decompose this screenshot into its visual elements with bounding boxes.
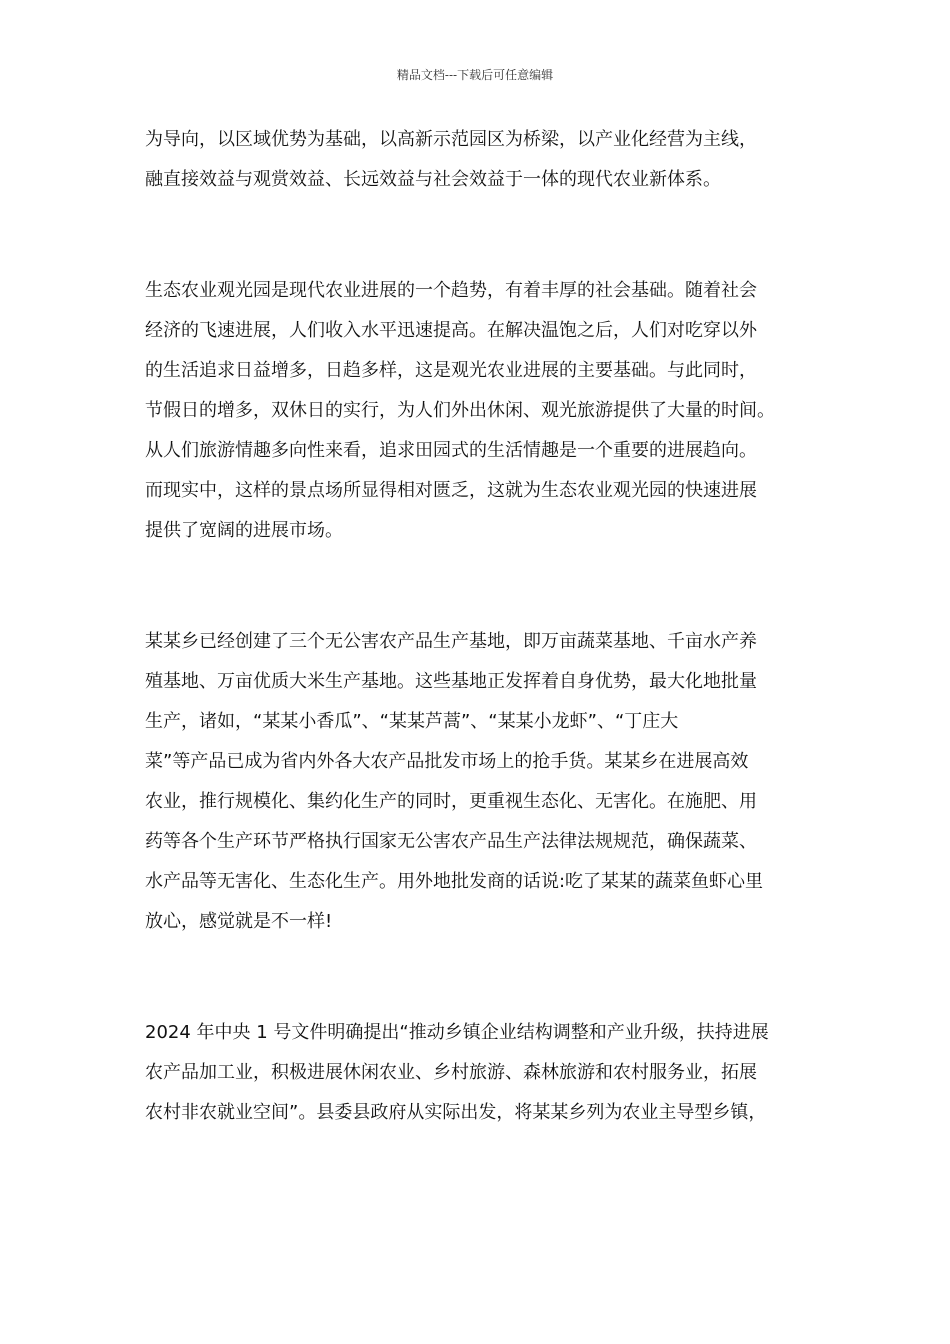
text-line: 殖基地、万亩优质大米生产基地。这些基地正发挥着自身优势，最大化地批量 [145, 671, 757, 692]
text-line: 生态农业观光园是现代农业进展的一个趋势，有着丰厚的社会基础。随着社会 [145, 280, 757, 301]
text-line: 提供了宽阔的进展市场。 [145, 520, 343, 541]
text-line: 农产品加工业，积极进展休闲农业、乡村旅游、森林旅游和农村服务业，拓展 [145, 1062, 757, 1083]
paragraph-3 [145, 626, 815, 937]
text-line: 为导向，以区域优势为基础，以高新示范园区为桥梁，以产业化经营为主线， [145, 129, 757, 150]
text-line: 从人们旅游情趣多向性来看，追求田园式的生活情趣是一个重要的进展趋向。 [145, 440, 757, 461]
paragraph-2 [145, 275, 815, 546]
text-line: 节假日的增多，双休日的实行，为人们外出休闲、观光旅游提供了大量的时间。 [145, 400, 775, 421]
document-body [145, 124, 815, 1137]
text-line: 放心，感觉就是不一样! [145, 911, 333, 932]
page-header: 精品文档---下载后可任意编辑 [396, 68, 554, 82]
text-line: 菜”等产品已成为省内外各大农产品批发市场上的抢手货。某某乡在进展高效 [145, 751, 749, 772]
text-line: 生产，诸如，“某某小香瓜”、“某某芦蒿”、“某某小龙虾”、“丁庄大 [145, 711, 679, 732]
text-line: 的生活追求日益增多，日趋多样，这是观光农业进展的主要基础。与此同时， [145, 360, 757, 381]
text-line: 水产品等无害化、生态化生产。用外地批发商的话说:吃了某某的蔬菜鱼虾心里 [145, 871, 764, 892]
text-line: 某某乡已经创建了三个无公害农产品生产基地，即万亩蔬菜基地、千亩水产养 [145, 631, 757, 652]
text-line: 农村非农就业空间”。县委县政府从实际出发，将某某乡列为农业主导型乡镇， [145, 1102, 767, 1123]
text-line: 经济的飞速进展，人们收入水平迅速提高。在解决温饱之后，人们对吃穿以外 [145, 320, 757, 341]
text-line: 融直接效益与观赏效益、长远效益与社会效益于一体的现代农业新体系。 [145, 169, 721, 190]
text-line: 农业，推行规模化、集约化生产的同时，更重视生态化、无害化。在施肥、用 [145, 791, 757, 812]
paragraph-4 [145, 1017, 815, 1128]
text-line: 而现实中，这样的景点场所显得相对匮乏，这就为生态农业观光园的快速进展 [145, 480, 757, 501]
paragraph-1 [145, 124, 815, 195]
text-line: 2024 年中央 1 号文件明确提出“推动乡镇企业结构调整和产业升级，扶持进展 [145, 1022, 769, 1043]
text-line: 药等各个生产环节严格执行国家无公害农产品生产法律法规规范，确保蔬菜、 [145, 831, 757, 852]
